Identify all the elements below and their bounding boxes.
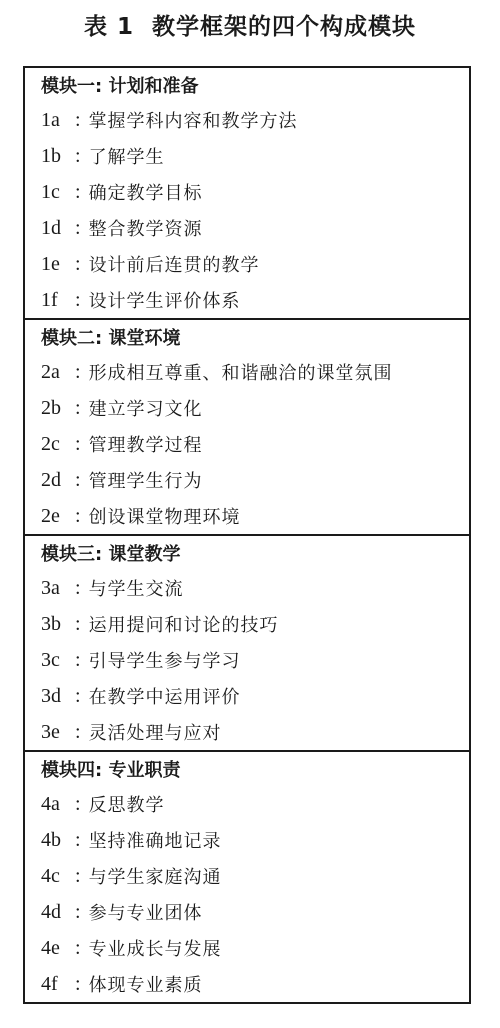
item-code: 2c (41, 432, 60, 455)
item-text: 运用提问和讨论的技巧 (88, 615, 279, 636)
table-caption (0, 10, 500, 44)
item-text: 掌握学科内容和教学方法 (88, 111, 298, 132)
table-title: 教学框架的四个构成模块 (152, 14, 416, 40)
table-row (25, 894, 469, 930)
item-code: 4b (41, 828, 61, 851)
item-text: 坚持准确地记录 (88, 831, 222, 852)
item-separator: : (75, 144, 81, 167)
item-text: 建立学习文化 (88, 399, 203, 420)
module-section (25, 750, 469, 1002)
item-separator: : (75, 216, 81, 239)
item-text: 灵活处理与应对 (88, 723, 222, 744)
framework-table (23, 66, 471, 1004)
item-separator: : (75, 864, 81, 887)
item-separator: : (75, 396, 81, 419)
table-row (25, 174, 469, 210)
item-code: 1e (41, 252, 60, 275)
module-heading: 模块二: 课堂环境 (41, 328, 181, 349)
item-separator: : (75, 288, 81, 311)
item-text: 参与专业团体 (88, 903, 203, 924)
module-heading: 模块一: 计划和准备 (41, 76, 199, 97)
module-section (25, 318, 469, 534)
item-separator: : (75, 252, 81, 275)
table-row (25, 678, 469, 714)
item-text: 体现专业素质 (88, 975, 203, 996)
item-separator: : (75, 612, 81, 635)
table-row (25, 642, 469, 678)
item-code: 4a (41, 792, 60, 815)
item-separator: : (75, 504, 81, 527)
module-section (25, 534, 469, 750)
table-row (25, 930, 469, 966)
table-row (25, 498, 469, 534)
item-separator: : (75, 972, 81, 995)
table-row (25, 354, 469, 390)
module-heading: 模块三: 课堂教学 (41, 544, 181, 565)
item-code: 1f (41, 288, 58, 311)
table-row (25, 858, 469, 894)
item-code: 4d (41, 900, 61, 923)
table-number: 表 1 (83, 14, 134, 40)
table-row (25, 282, 469, 318)
item-text: 引导学生参与学习 (88, 651, 241, 672)
item-code: 4c (41, 864, 60, 887)
table-row (25, 606, 469, 642)
item-code: 3b (41, 612, 61, 635)
item-code: 2a (41, 360, 60, 383)
item-separator: : (75, 684, 81, 707)
item-separator: : (75, 360, 81, 383)
item-separator: : (75, 576, 81, 599)
item-text: 设计前后连贯的教学 (88, 255, 260, 276)
item-code: 3e (41, 720, 60, 743)
table-row (25, 102, 469, 138)
item-text: 在教学中运用评价 (88, 687, 241, 708)
item-text: 形成相互尊重、和谐融洽的课堂氛围 (88, 363, 393, 384)
item-separator: : (75, 432, 81, 455)
item-code: 4f (41, 972, 58, 995)
table-row (25, 462, 469, 498)
item-code: 2d (41, 468, 61, 491)
item-text: 与学生家庭沟通 (88, 867, 222, 888)
item-text: 设计学生评价体系 (88, 291, 241, 312)
table-row (25, 570, 469, 606)
item-code: 3a (41, 576, 60, 599)
item-separator: : (75, 828, 81, 851)
table-row (25, 138, 469, 174)
item-code: 3d (41, 684, 61, 707)
item-code: 3c (41, 648, 60, 671)
item-code: 4e (41, 936, 60, 959)
item-separator: : (75, 180, 81, 203)
item-code: 2e (41, 504, 60, 527)
module-heading: 模块四: 专业职责 (41, 760, 181, 781)
table-row (25, 246, 469, 282)
item-separator: : (75, 936, 81, 959)
item-separator: : (75, 720, 81, 743)
item-code: 1c (41, 180, 60, 203)
item-code: 1b (41, 144, 61, 167)
item-text: 专业成长与发展 (88, 939, 222, 960)
item-text: 创设课堂物理环境 (88, 507, 241, 528)
item-text: 了解学生 (88, 147, 165, 168)
item-text: 管理学生行为 (88, 471, 203, 492)
item-text: 确定教学目标 (88, 183, 203, 204)
item-text: 与学生交流 (88, 579, 184, 600)
item-text: 整合教学资源 (88, 219, 203, 240)
table-row (25, 210, 469, 246)
table-row (25, 714, 469, 750)
item-separator: : (75, 792, 81, 815)
table-row (25, 822, 469, 858)
item-text: 反思教学 (88, 795, 165, 816)
item-separator: : (75, 648, 81, 671)
module-section (25, 68, 469, 318)
table-row (25, 426, 469, 462)
item-separator: : (75, 468, 81, 491)
item-code: 2b (41, 396, 61, 419)
table-row (25, 390, 469, 426)
item-code: 1a (41, 108, 60, 131)
item-code: 1d (41, 216, 61, 239)
table-row (25, 966, 469, 1002)
item-text: 管理教学过程 (88, 435, 203, 456)
table-row (25, 786, 469, 822)
item-separator: : (75, 900, 81, 923)
item-separator: : (75, 108, 81, 131)
